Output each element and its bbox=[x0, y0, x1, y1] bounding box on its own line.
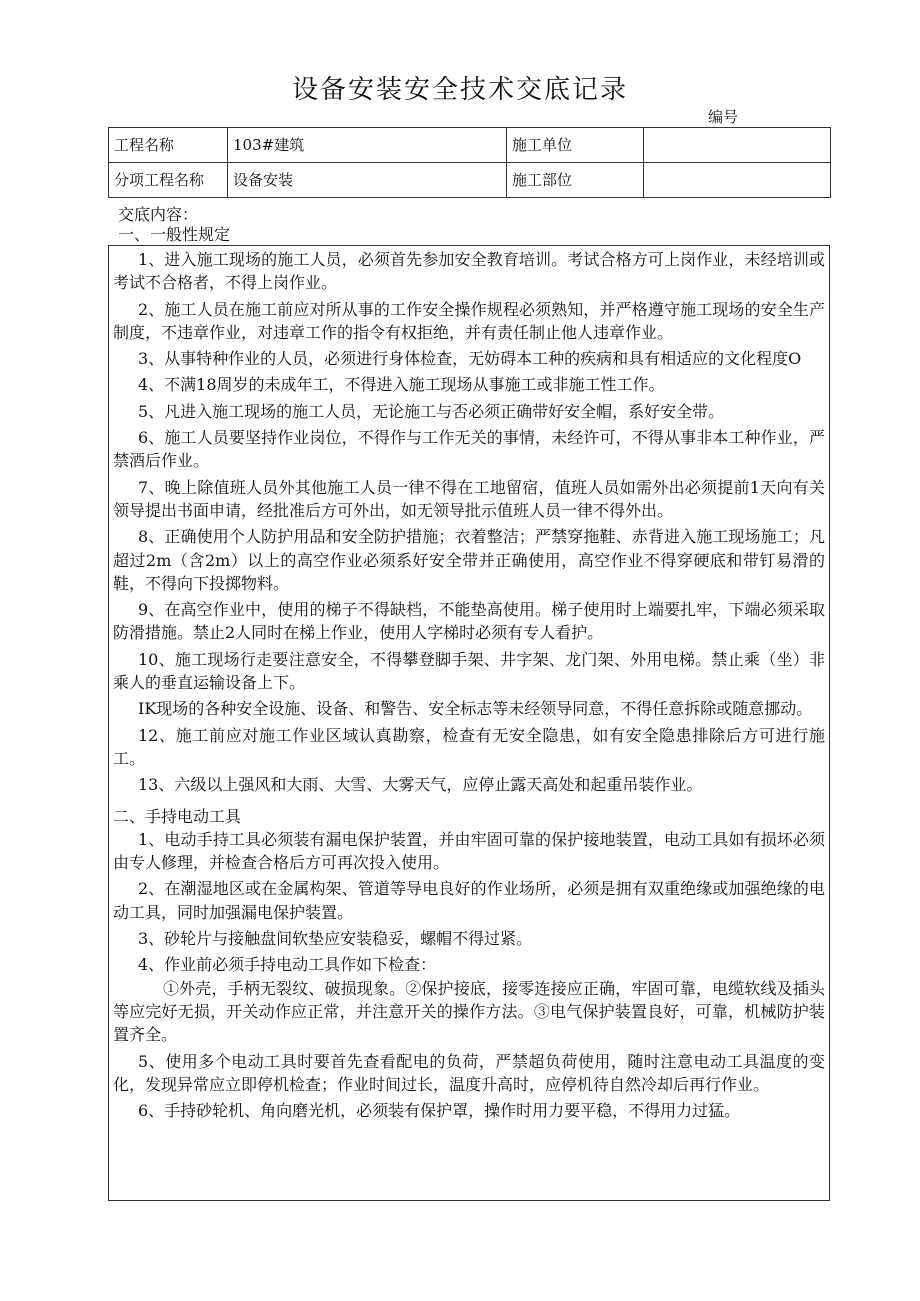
list-item: 9、在高空作业中，使用的梯子不得缺档，不能垫高使用。梯子使用时上端要扎牢，下端必须采取防滑措施。禁止2人同时在梯上作业，使用人字梯时必须有专人看护。 bbox=[113, 600, 825, 643]
document-number-label: 编号 bbox=[708, 108, 739, 126]
list-item: 3、砂轮片与接触盘间软垫应安装稳妥，螺帽不得过紧。 bbox=[138, 929, 533, 949]
list-item: 5、使用多个电动工具时要首先查看配电的负荷，严禁超负荷使用，随时注意电动工具温度的变化，发现异常应立即停机检查；作业时间过长，温度升高时，应停机待自然冷却后再行作业。 bbox=[113, 1051, 825, 1094]
list-item: 7、晚上除值班人员外其他施工人员一律不得在工地留宿，值班人员如需外出必须提前1天向有关领导提出书面申请，经批准后方可外出，如无领导批示值班人员一律不得外出。 bbox=[113, 477, 825, 520]
list-item: 5、凡进入施工现场的施工人员，无论施工与否必须正确带好安全帽，系好安全带。 bbox=[138, 401, 725, 421]
construction-part-label: 施工部位 bbox=[507, 163, 644, 198]
page-title: 设备安装安全技术交底记录 bbox=[291, 75, 628, 105]
construction-part-value bbox=[644, 163, 831, 198]
list-item: 12、施工前应对施工作业区域认真勘察，检查有无安全隐患，如有安全隐患排除后方可进行施工。 bbox=[113, 725, 825, 768]
list-item: 4、作业前必须手持电动工具作如下检查： bbox=[138, 955, 437, 975]
list-item: 6、施工人员要坚持作业岗位，不得作与工作无关的事情，未经许可，不得从事非本工种作业，严禁酒后作业。 bbox=[113, 428, 825, 471]
list-item: 2、在潮湿地区或在金属构架、管道等导电良好的作业场所，必须是拥有双重绝缘或加强绝缘的电动工具，同时加强漏电保护装置。 bbox=[113, 879, 825, 922]
list-item: 4、不满18周岁的未成年工，不得进入施工现场从事施工或非施工性工作。 bbox=[138, 375, 665, 395]
project-name-value: 103#建筑 bbox=[228, 128, 507, 163]
list-item: 13、六级以上强风和大雨、大雪、大雾天气，应停止露天高处和起重吊装作业。 bbox=[138, 775, 703, 795]
table-row bbox=[109, 128, 831, 163]
sub-project-name-label: 分项工程名称 bbox=[109, 163, 228, 198]
sub-project-name-value: 设备安装 bbox=[228, 163, 507, 198]
construction-unit-value bbox=[644, 128, 831, 163]
section-title-power-tools: 二、手持电动工具 bbox=[113, 806, 242, 826]
content-label: 交底内容： bbox=[118, 205, 199, 224]
list-item: 1、电动手持工具必须装有漏电保护装置，并由牢固可靠的保护接地装置，电动工具如有损坏必须由专人修理，并检查合格后方可再次投入使用。 bbox=[113, 829, 825, 873]
list-item: IK现场的各种安全设施、设备、和警告、安全标志等未经领导同意，不得任意拆除或随意挪动。 bbox=[138, 699, 813, 719]
list-item: 8、正确使用个人防护用品和安全防护措施；衣着整洁；严禁穿拖鞋、赤背进入施工现场施工；凡超过2m（含2m）以上的高空作业必须系好安全带并正确使用，高空作业不得穿硬底和带钉易滑的鞋，不得向下投掷物料。 bbox=[113, 527, 825, 593]
list-item: 6、手持砂轮机、角向磨光机，必须装有保护罩，操作时用力要平稳，不得用力过猛。 bbox=[138, 1101, 741, 1121]
table-row bbox=[109, 163, 831, 198]
list-item: ①外壳，手柄无裂纹、破损现象。②保护接底，接零连接应正确，牢固可靠，电缆软线及插头等应完好无损，开关动作应正常，并注意开关的操作方法。③电气保护装置良好，可靠，机械防护装置齐全。 bbox=[113, 978, 825, 1045]
construction-unit-label: 施工单位 bbox=[507, 128, 644, 163]
project-name-label: 工程名称 bbox=[109, 128, 228, 163]
project-info-table bbox=[108, 127, 831, 198]
section-title-general: 一、一般性规定 bbox=[118, 225, 231, 244]
list-item: 10、施工现场行走要注意安全，不得攀登脚手架、井字架、龙门架、外用电梯。禁止乘（坐）非乘人的垂直运输设备上下。 bbox=[113, 649, 825, 693]
list-item: 1、进入施工现场的施工人员，必须首先参加安全教育培训。考试合格方可上岗作业，未经培训或考试不合格者，不得上岗作业。 bbox=[113, 250, 825, 293]
list-item: 2、施工人员在施工前应对所从事的工作安全操作规程必须熟知，并严格遵守施工现场的安全生产制度，不违章作业，对违章工作的指令有权拒绝，并有责任制止他人违章作业。 bbox=[113, 299, 825, 342]
list-item: 3、从事特种作业的人员，必须进行身体检查，无妨碍本工种的疾病和具有相适应的文化程度O bbox=[138, 349, 802, 369]
content-body bbox=[108, 245, 830, 1201]
